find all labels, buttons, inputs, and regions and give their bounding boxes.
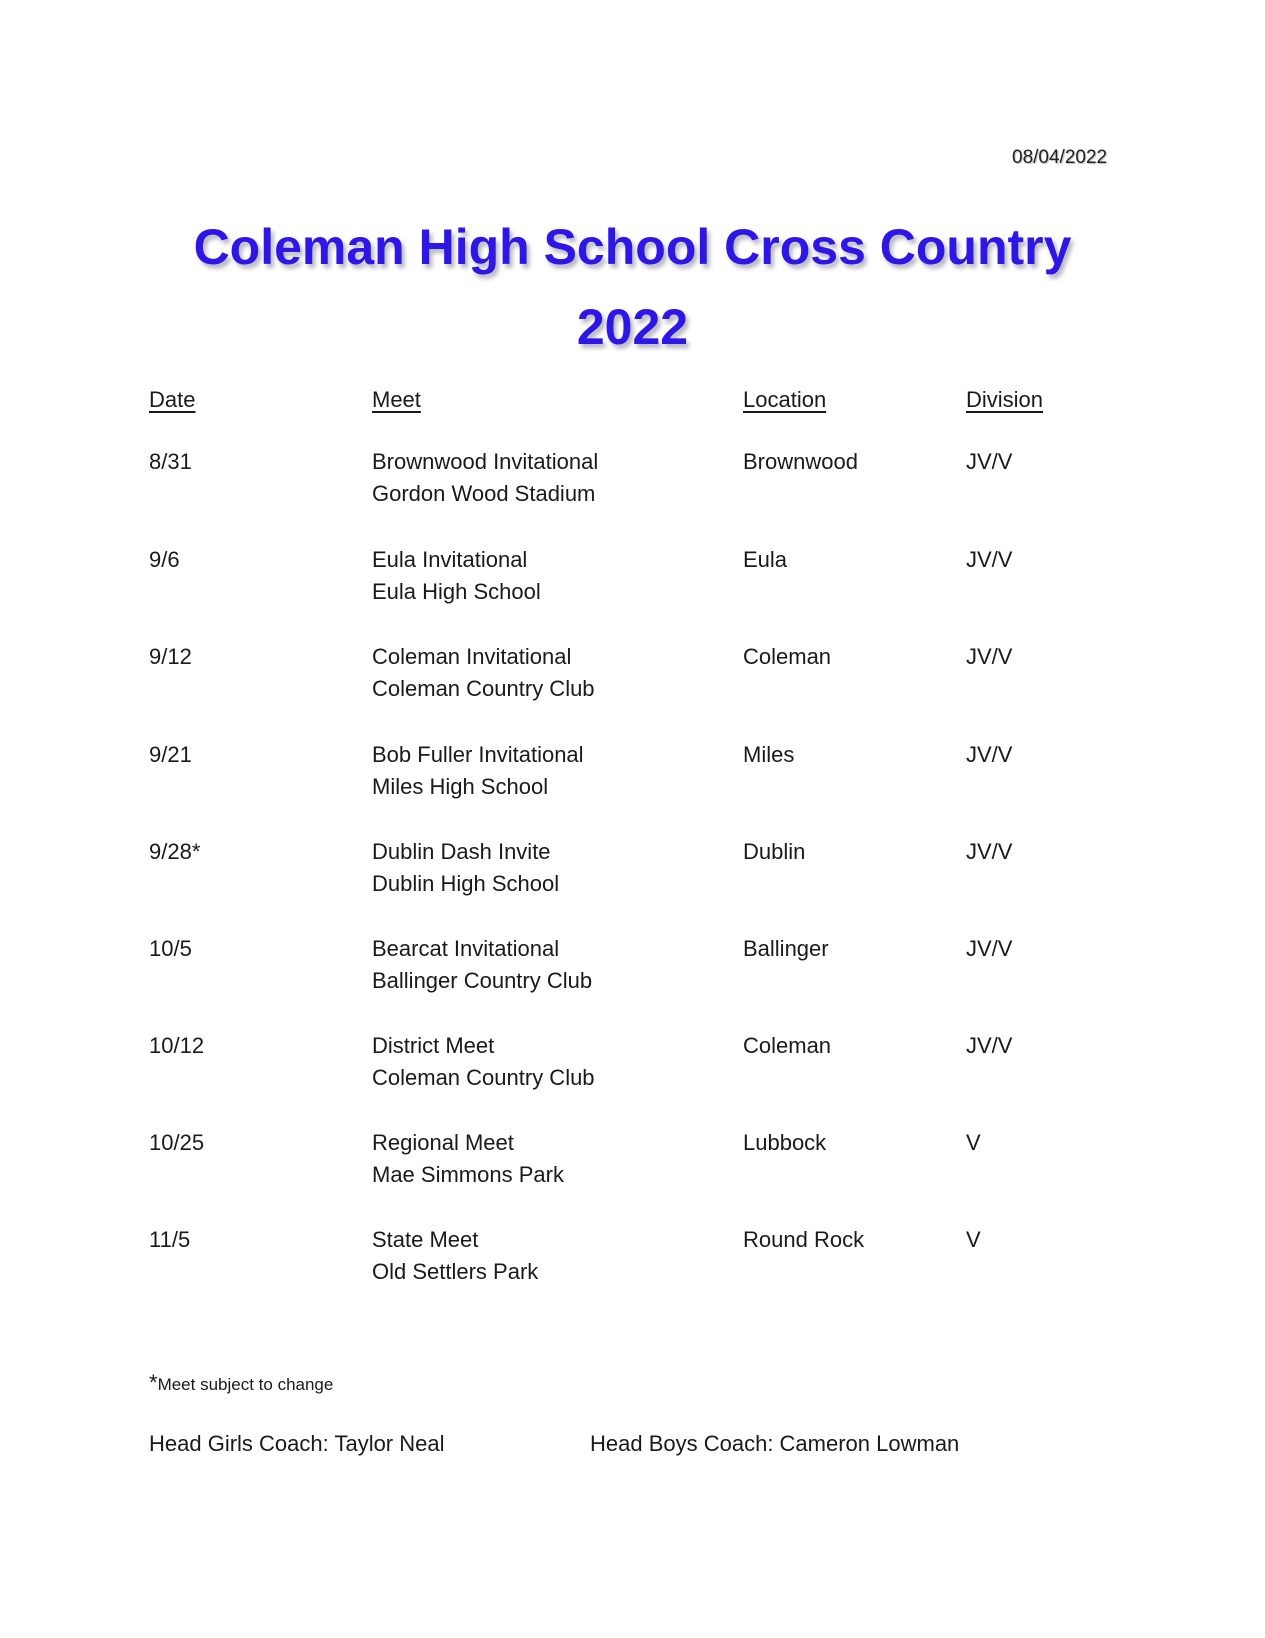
page-title: Coleman High School Cross Country [193, 219, 1072, 275]
row-division: JV/V [966, 449, 1013, 474]
boys-coach: Head Boys Coach: Cameron Lowman [590, 1431, 960, 1456]
row-meet: Eula Invitational [372, 547, 528, 572]
table-row [0, 739, 1265, 809]
row-date: 9/12 [149, 644, 192, 669]
row-division: JV/V [966, 936, 1013, 961]
row-location: Eula [743, 547, 788, 572]
row-location: Lubbock [743, 1130, 827, 1155]
row-date: 10/25 [149, 1130, 205, 1155]
row-division: JV/V [966, 839, 1013, 864]
table-row [0, 544, 1265, 614]
row-division: JV/V [966, 644, 1013, 669]
row-location: Ballinger [743, 936, 829, 961]
row-division: JV/V [966, 547, 1013, 572]
row-venue: Coleman Country Club [372, 1065, 595, 1090]
row-location: Brownwood [743, 449, 858, 474]
row-venue: Mae Simmons Park [372, 1162, 564, 1187]
header-location: Location [743, 387, 827, 412]
row-venue: Old Settlers Park [372, 1259, 539, 1284]
table-row [0, 836, 1265, 906]
footnote-text: Meet subject to change [157, 1375, 334, 1394]
row-meet: Regional Meet [372, 1130, 514, 1155]
row-location: Coleman [743, 644, 832, 669]
row-location: Coleman [743, 1033, 832, 1058]
header-division: Division [966, 387, 1044, 412]
row-venue: Ballinger Country Club [372, 968, 593, 993]
header-date: Date [149, 387, 196, 412]
row-meet: District Meet [372, 1033, 495, 1058]
table-row [0, 1030, 1265, 1100]
row-meet: Bob Fuller Invitational [372, 742, 584, 767]
row-division: V [966, 1227, 981, 1252]
table-row [0, 641, 1265, 711]
footnote [149, 1370, 333, 1396]
table-row [0, 933, 1265, 1003]
row-venue: Gordon Wood Stadium [372, 481, 596, 506]
row-date: 10/12 [149, 1033, 205, 1058]
row-meet: Brownwood Invitational [372, 449, 599, 474]
row-date: 8/31 [149, 449, 192, 474]
row-location: Round Rock [743, 1227, 865, 1252]
footnote-star: * [149, 1370, 158, 1395]
row-venue: Dublin High School [372, 871, 560, 896]
row-date: 9/21 [149, 742, 192, 767]
row-meet: Coleman Invitational [372, 644, 572, 669]
table-row [0, 1127, 1265, 1197]
document-date: 08/04/2022 [1012, 147, 1108, 168]
page-title-year: 2022 [576, 299, 689, 355]
row-location: Dublin [743, 839, 806, 864]
row-division: JV/V [966, 1033, 1013, 1058]
row-date: 11/5 [149, 1227, 191, 1252]
row-venue: Miles High School [372, 774, 549, 799]
header-meet: Meet [372, 387, 421, 412]
row-venue: Eula High School [372, 579, 541, 604]
row-meet: State Meet [372, 1227, 479, 1252]
row-venue: Coleman Country Club [372, 676, 595, 701]
row-meet: Bearcat Invitational [372, 936, 560, 961]
row-division: JV/V [966, 742, 1013, 767]
row-date: 9/6 [149, 547, 180, 572]
row-meet: Dublin Dash Invite [372, 839, 551, 864]
row-date: 10/5 [149, 936, 192, 961]
row-division: V [966, 1130, 981, 1155]
row-date: 9/28* [149, 839, 201, 864]
table-row [0, 446, 1265, 516]
table-row [0, 1224, 1265, 1294]
girls-coach: Head Girls Coach: Taylor Neal [149, 1431, 445, 1456]
row-location: Miles [743, 742, 795, 767]
